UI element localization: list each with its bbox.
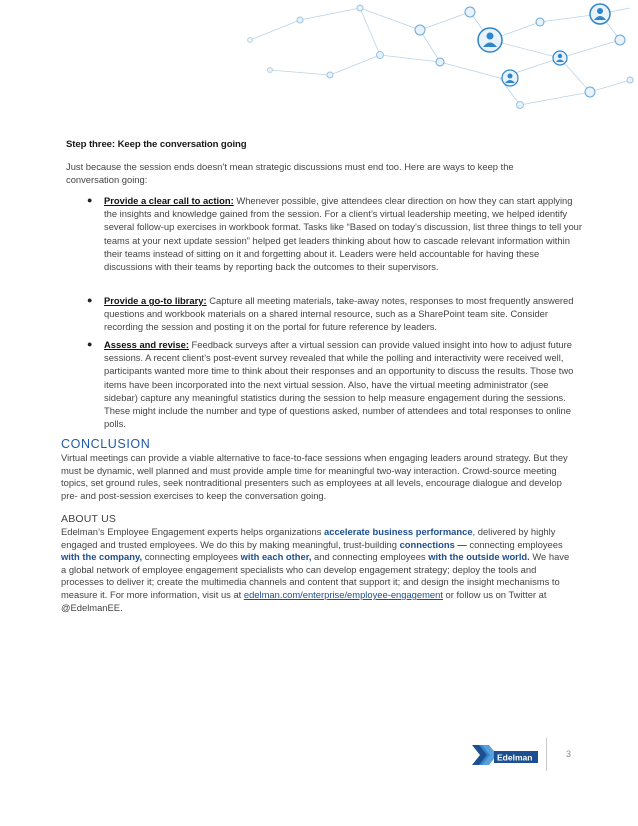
conclusion-heading: CONCLUSION xyxy=(61,437,151,451)
logo-text: Edelman xyxy=(497,752,533,763)
about-text: or follow us on Twitter at @EdelmanEE. xyxy=(61,588,547,613)
about-text: We have a global network of employee engagement specialists who can develop engagement strategy; deploy the tools and processes to deliver it; create the multimedia channels and content that support it; and design the insight mechanisms to measure it. For more information, visit us at xyxy=(61,551,570,600)
edelman-logo xyxy=(470,741,540,769)
bullet-lead: Provide a clear call to action: xyxy=(104,195,234,206)
list-item xyxy=(66,338,584,430)
bullet-text: Feedback surveys after a virtual session can provide valued insight into how to adjust future sessions. A recent client’s post-event survey revealed that while the polling and interactivity were received well, participants wanted more time to think about their responses and an opportunity to discuss the results. Those two items have been incorporated into the next virtual session. Also, have the virtual meeting administrator (see sidebar) capture any meaningful statistics during the session to help measure engagement during the sessions. These might include the number and type of questions asked, number of attendees and total responses to online polls. xyxy=(104,339,574,430)
bullet-icon: ● xyxy=(87,195,93,205)
about-text: connecting employees xyxy=(466,538,563,550)
about-heading: ABOUT US xyxy=(61,513,117,525)
bullet-text: Whenever possible, give attendees clear direction on how they can start applying the insights and knowledge gained from the session. For a client’s virtual leadership meeting, we helped identify several follow-up exercises in workbook format. Tasks like “Based on today’s discussion, list three things to tell your teams at your next update session” helped get leaders thinking about how to cascade relevant information within their teams instead of sitting on it and forgetting about it. Leaders were held accountable for having these discussions with their teams by reporting back the outcomes to their supervisors. xyxy=(104,195,582,273)
page-number: 3 xyxy=(566,749,572,759)
conclusion-paragraph: Virtual meetings can provide a viable alternative to face-to-face sessions when engaging leaders around strategy. But they must be dynamic, well planned and must provide ample time for meaningful two-way interaction. Crowd-source meeting topics, set ground rules, seek nontraditional presenters such as employees at all levels, encourage dialogue and develop pre- and post-session exercises to keep the conversation going. xyxy=(61,452,568,501)
list-item xyxy=(66,194,584,273)
bullet-icon: ● xyxy=(87,295,93,305)
about-highlight: with each other, xyxy=(240,551,312,563)
about-highlight: with the outside world. xyxy=(428,551,530,563)
about-text: , delivered by highly engaged and trusted employees. We do this by making meaningful, trust-building xyxy=(61,526,556,550)
about-text: and connecting employees xyxy=(311,551,429,563)
about-highlight: connections — xyxy=(399,538,467,550)
bullet-lead: Assess and revise: xyxy=(104,339,189,350)
intro-paragraph: Just because the session ends doesn’t mean strategic discussions must end too. Here are ways to keep the conversation going: xyxy=(66,161,514,186)
about-highlight: with the company, xyxy=(61,551,143,563)
list-item xyxy=(66,294,584,334)
about-paragraph xyxy=(61,526,576,614)
about-text: connecting employees xyxy=(142,551,241,563)
bullet-lead: Provide a go-to library: xyxy=(104,295,207,306)
people-network-graphic xyxy=(0,0,638,120)
footer-divider xyxy=(546,738,547,771)
about-text: Edelman’s Employee Engagement experts helps organizations xyxy=(61,526,325,537)
about-highlight: accelerate business performance xyxy=(324,526,473,537)
section-subheading: Step three: Keep the conversation going xyxy=(66,139,247,150)
engagement-link[interactable]: edelman.com/enterprise/employee-engagement xyxy=(243,588,443,600)
bullet-icon: ● xyxy=(87,339,93,349)
bullet-text: Capture all meeting materials, take-away notes, responses to most frequently answered questions and workbook materials on a shared internal resource, such as a SharePoint team site. Consider recording the session and posting it on the portal for future reference by leaders. xyxy=(104,295,574,333)
